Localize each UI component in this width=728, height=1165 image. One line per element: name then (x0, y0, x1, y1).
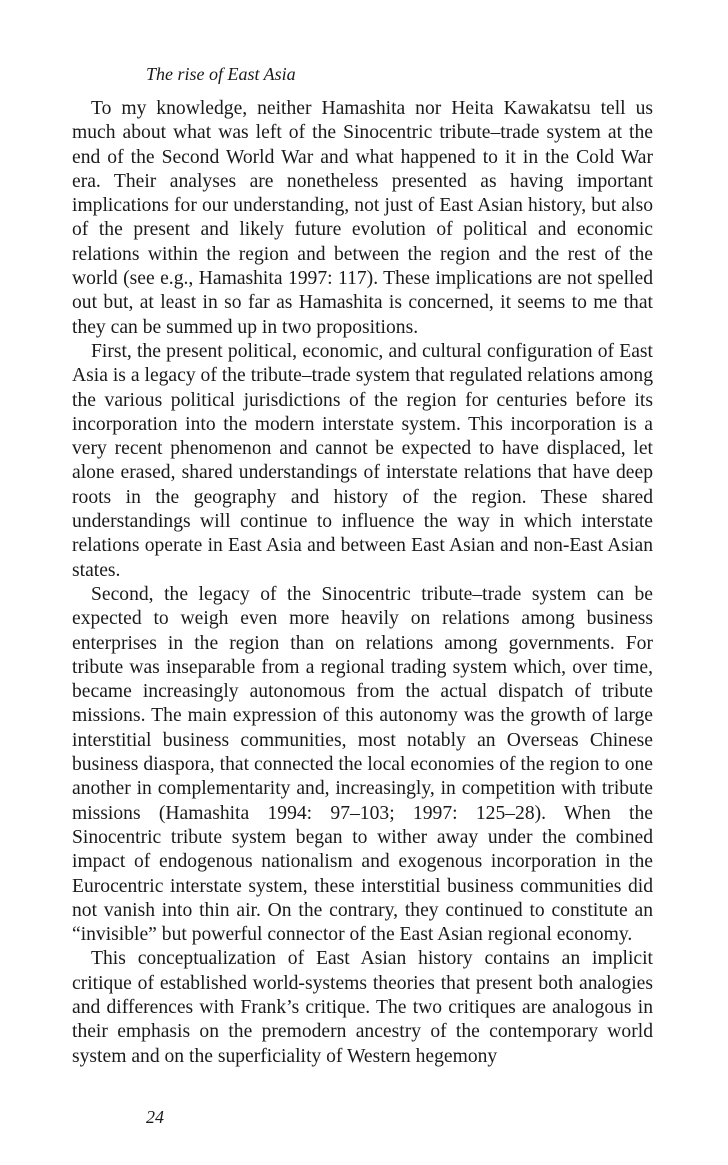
paragraph: First, the present political, economic, and cultural configuration of East Asia is a legacy of the tribute–trade system that regulated relations among the various political jurisdictions of the region for centuries before its incorporation into the modern interstate system. This incorporation is a very recent phenomenon and cannot be expected to have displaced, let alone erased, shared understandings of interstate relations that have deep roots in the geography and history of the region. These shared understandings will continue to influence the way in which interstate relations operate in East Asia and between East Asian and non-East Asian states. (72, 340, 653, 581)
page-number: 24 (146, 1107, 164, 1127)
body-text (72, 97, 653, 1069)
paragraph: Second, the legacy of the Sinocentric tribute–trade system can be expected to weigh even more heavily on relations among business enterprises in the region than on relations among governments. For tribute was inseparable from a regional trading system which, over time, became increasingly autonomous from the actual dispatch of tribute missions. The main expression of this autonomy was the growth of large interstitial business communities, most notably an Overseas Chinese business diaspora, that connected the local economies of the region to one another in complementarity and, increasingly, in competition with tribute missions (Hamashita 1994: 97–103; 1997: 125–28). When the Sinocentric tribute system began to wither away under the combined impact of endogenous nationalism and exogenous incorporation in the Eurocentric interstate system, these interstitial business communities did not vanish into thin air. On the contrary, they continued to constitute an “invisible” but powerful connector of the East Asian regional economy. (72, 583, 653, 946)
paragraph: To my knowledge, neither Hamashita nor Heita Kawakatsu tell us much about what was left of the Sinocentric tribute–trade system at the end of the Second World War and what happened to it in the Cold War era. Their analyses are nonetheless presented as having important implications for our understanding, not just of East Asian history, but also of the present and likely future evolution of political and economic relations within the region and between the region and the rest of the world (see e.g., Hamashita 1997: 117). These implications are not spelled out but, at least in so far as Hamashita is concerned, it seems to me that they can be summed up in two propositions. (72, 98, 653, 338)
paragraph: This conceptualization of East Asian history contains an implicit critique of established world-systems theories that present both analogies and differences with Frank’s critique. The two critiques are analogous in their emphasis on the premodern ancestry of the contemporary world system and on the superficiality of Western hegemony (72, 948, 653, 1067)
running-head: The rise of East Asia (146, 64, 296, 84)
